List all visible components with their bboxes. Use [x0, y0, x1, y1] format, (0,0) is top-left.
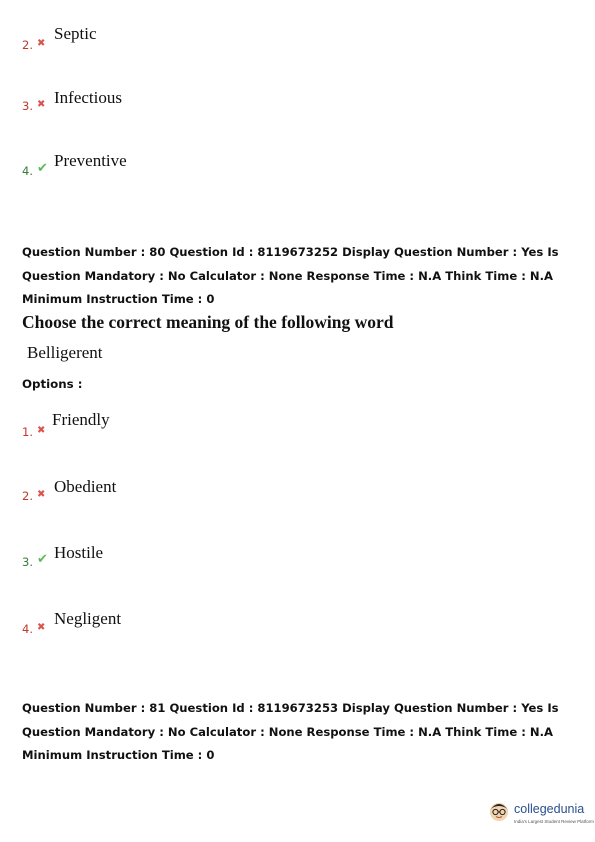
question-meta: Question Number : 80 Question Id : 8119673252 Display Question Number : Yes Is Question Mandatory : No Calculator : None Response Time : N.A Think Time : N.A Minimum Instruction Time : 0: [22, 245, 559, 306]
wrong-mark-icon: ✖: [37, 38, 46, 49]
question-meta: Question Number : 81 Question Id : 8119673253 Display Question Number : Yes Is Question Mandatory : No Calculator : None Response Time : N.A Think Time : N.A Minimum Instruction Time : 0: [22, 701, 559, 762]
option-number: 4.: [22, 622, 33, 636]
wrong-mark-icon: ✖: [37, 489, 46, 500]
mascot-face-icon: [488, 800, 510, 822]
option-number: 2.: [22, 38, 33, 52]
question-prompt: Choose the correct meaning of the following word: [22, 312, 394, 332]
option-text: Infectious: [54, 88, 122, 107]
option-text: Negligent: [54, 609, 122, 628]
collegedunia-logo: [488, 798, 592, 832]
wrong-mark-icon: ✖: [37, 622, 46, 633]
option-number: 3.: [22, 99, 33, 113]
logo-tagline: India's Largest Student Review Platform: [514, 819, 594, 824]
question-word: Belligerent: [27, 343, 103, 362]
logo-brand-text: collegedunia: [514, 802, 585, 816]
option-number: 3.: [22, 555, 33, 569]
check-mark-icon: ✔: [37, 161, 48, 176]
option-text: Preventive: [54, 151, 127, 170]
option-number: 1.: [22, 425, 33, 439]
option-number: 4.: [22, 164, 33, 178]
option-text: Friendly: [52, 410, 110, 429]
wrong-mark-icon: ✖: [37, 99, 46, 110]
check-mark-icon: ✔: [37, 552, 48, 567]
option-number: 2.: [22, 489, 33, 503]
option-text: Septic: [54, 24, 97, 43]
option-text: Hostile: [54, 543, 104, 562]
options-label: Options :: [22, 377, 83, 391]
wrong-mark-icon: ✖: [37, 425, 46, 436]
option-text: Obedient: [54, 477, 117, 496]
